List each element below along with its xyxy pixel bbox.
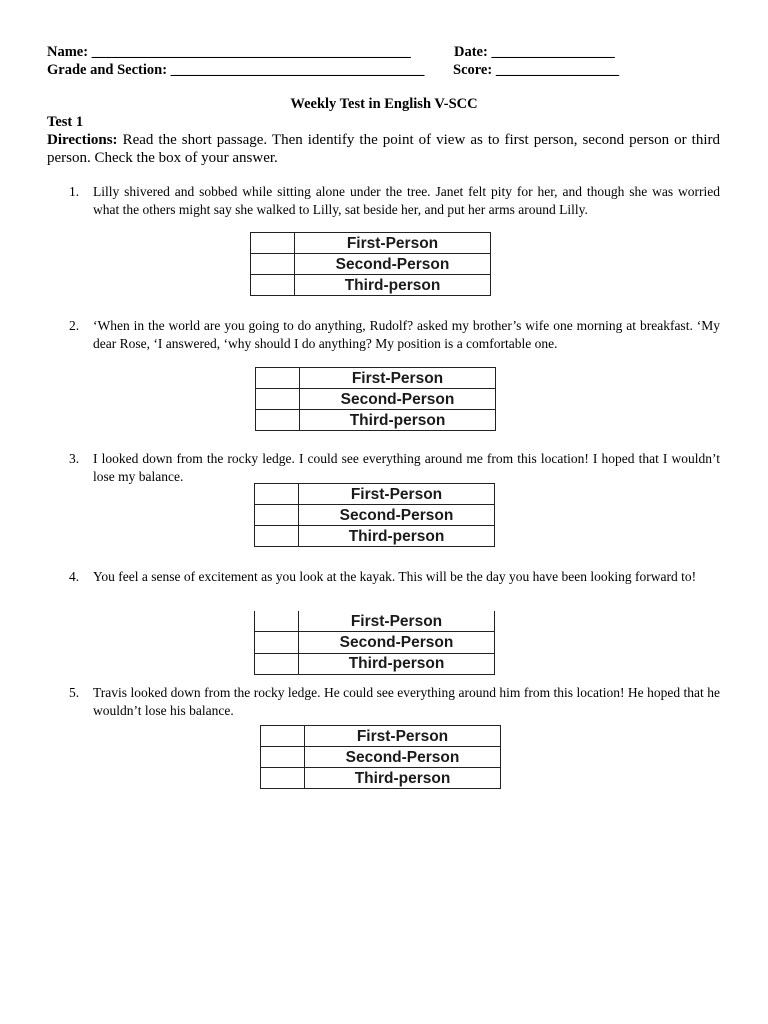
answer-table [250,232,491,296]
question-number: 5. [69,685,80,700]
option-checkbox[interactable] [255,484,299,505]
date-field[interactable] [454,44,615,61]
option-checkbox[interactable] [261,747,305,768]
option-row [251,275,491,296]
name-label: Name: [47,44,89,60]
option-row [256,389,496,410]
option-checkbox[interactable] [255,505,299,526]
option-label: Third-person [305,768,501,789]
option-label: Second-Person [295,254,491,275]
question-number: 1. [69,184,80,199]
date-label: Date: [454,44,488,60]
option-row [251,233,491,254]
question-text: Lilly shivered and sobbed while sitting alone under the tree. Janet felt pity for her, and though she was worried what the others might say she walked to Lilly, sat beside her, and put her arms around Lilly. [93,184,720,217]
option-row [256,368,496,389]
date-line[interactable]: _________________ [491,44,615,60]
option-checkbox[interactable] [251,233,295,254]
option-checkbox[interactable] [256,410,300,431]
answer-table [254,611,495,675]
option-label: Second-Person [305,747,501,768]
option-checkbox[interactable] [255,632,299,653]
directions-label: Directions: [47,132,118,148]
option-label: First-Person [300,368,496,389]
option-row [261,747,501,768]
question-number: 2. [69,318,80,333]
option-checkbox[interactable] [255,653,299,674]
grade-section-field[interactable] [47,62,424,79]
option-checkbox[interactable] [256,389,300,410]
directions [47,131,720,167]
option-label: First-Person [295,233,491,254]
answer-table [260,725,501,789]
test-label: Test 1 [47,114,84,130]
option-label: Second-Person [299,505,495,526]
option-row [255,632,495,653]
option-checkbox[interactable] [256,368,300,389]
option-row [256,410,496,431]
option-row [261,768,501,789]
answer-table [255,367,496,431]
answer-table [254,483,495,547]
option-checkbox[interactable] [261,768,305,789]
option-row [261,726,501,747]
question-text: Travis looked down from the rocky ledge. He could see everything around him from this location! He hoped that he wouldn’t lose his balance. [93,685,720,718]
question-item [69,317,720,353]
option-row [255,611,495,632]
score-field[interactable] [453,62,619,79]
option-label: Third-person [300,410,496,431]
option-label: First-Person [305,726,501,747]
option-row [255,526,495,547]
option-label: Third-person [299,526,495,547]
option-label: Second-Person [299,632,495,653]
score-line[interactable]: _________________ [495,62,620,78]
score-label: Score: [453,62,493,78]
option-checkbox[interactable] [251,254,295,275]
question-item [69,183,720,219]
name-line[interactable]: ____________________________________________ [91,44,411,60]
question-text: ‘When in the world are you going to do anything, Rudolf? asked my brother’s wife one morning at breakfast. ‘My dear Rose, ‘I answered, ‘why should I do anything? My position is a comfortable one. [93,318,720,351]
grade-section-line[interactable]: ___________________________________ [170,62,425,78]
grade-section-label: Grade and Section: [47,62,168,78]
question-text: I looked down from the rocky ledge. I could see everything around me from this location! I hoped that I wouldn’t lose my balance. [93,451,720,484]
option-row [255,484,495,505]
option-row [251,254,491,275]
option-row [255,653,495,674]
option-label: First-Person [299,611,495,632]
option-checkbox[interactable] [251,275,295,296]
option-label: First-Person [299,484,495,505]
question-number: 3. [69,451,80,466]
name-field[interactable] [47,44,411,61]
option-checkbox[interactable] [261,726,305,747]
option-label: Second-Person [300,389,496,410]
question-item [69,684,720,720]
option-row [255,505,495,526]
question-number: 4. [69,569,80,584]
question-text: You feel a sense of excitement as you look at the kayak. This will be the day you have been looking forward to! [93,569,697,584]
option-label: Third-person [295,275,491,296]
question-item [69,568,720,586]
option-checkbox[interactable] [255,611,299,632]
option-checkbox[interactable] [255,526,299,547]
page-title: Weekly Test in English V-SCC [290,96,478,112]
directions-text: Read the short passage. Then identify the point of view as to first person, second person or third person. Check the box of your answer. [47,132,720,166]
option-label: Third-person [299,653,495,674]
question-item [69,450,720,486]
